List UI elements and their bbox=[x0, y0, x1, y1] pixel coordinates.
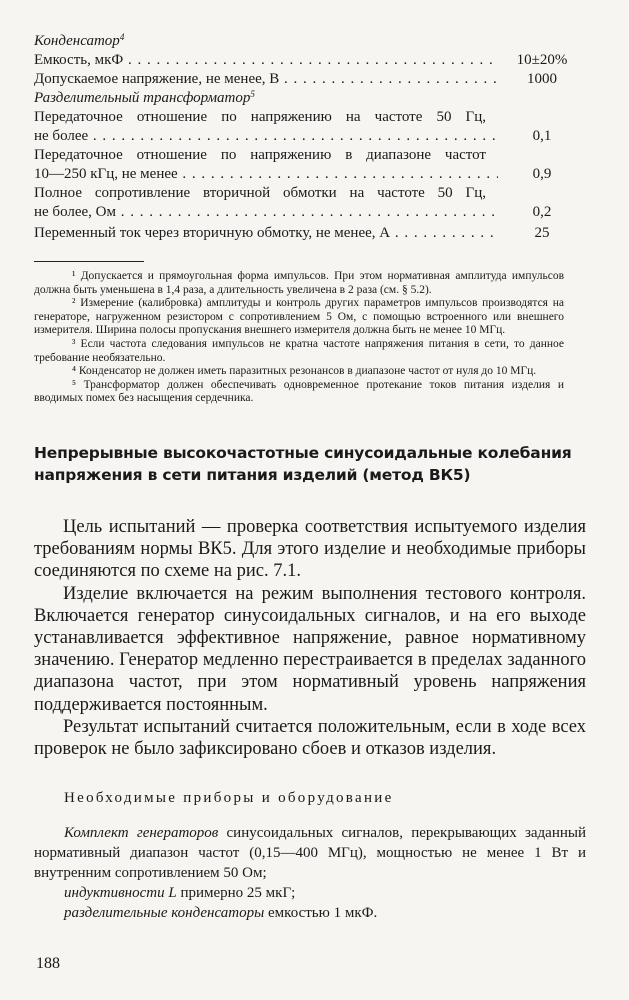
spec-label-line1: Передаточное отношение по напряжению в диапазоне частот bbox=[34, 147, 486, 163]
spec-ratio-50hz bbox=[34, 108, 586, 146]
equipment-heading: Необходимые приборы и оборудование bbox=[64, 790, 394, 807]
spec-capacitance bbox=[34, 51, 586, 70]
equipment-desc: емкостью 1 мкФ. bbox=[264, 905, 378, 922]
equipment-list bbox=[34, 823, 586, 923]
spec-label: Емкость, мкФ . . . bbox=[34, 51, 498, 70]
paragraph: Изделие включается на режим выполнения тестового контроля. Включается генератор синусоидальных сигналов, и на его выходе устанавливается эффективное напряжение, равное нормативному значению. Генератор медленно перестраивается в пределах заданного диапазона частот, при этом нормативный уровень напряжения поддерживается постоянным. bbox=[34, 583, 586, 715]
footnote-ref-4: 4 bbox=[119, 32, 125, 42]
spec-value: 1000 bbox=[527, 71, 557, 87]
footnote-3: ³ Если частота следования импульсов не кратна частоте напряжения питания в сети, то данное требование необязательно. bbox=[34, 337, 564, 364]
footnotes bbox=[34, 270, 564, 406]
transformer-heading bbox=[34, 89, 586, 108]
equipment-term: разделительные конденсаторы bbox=[64, 905, 265, 922]
equipment-generators bbox=[34, 823, 586, 883]
spec-value: 0,2 bbox=[532, 204, 552, 220]
spec-ratio-range bbox=[34, 146, 586, 184]
spec-value: 10±20% bbox=[516, 52, 568, 68]
equipment-term: Комплект генераторов bbox=[64, 825, 219, 842]
equipment-desc: синусоидальных сигналов, перекрывающих заданный нормативный диапазон частот (0,15—400 МГц), мощностью не менее 1 Вт и внутренним сопротивлением 50 Ом; bbox=[34, 825, 586, 882]
body-text bbox=[34, 516, 586, 760]
spec-current bbox=[34, 224, 586, 243]
spec-list bbox=[34, 32, 586, 243]
spec-label: Допускаемое напряжение, не менее, В . . . bbox=[34, 70, 498, 89]
paragraph: Цель испытаний — проверка соответствия испытуемого изделия требованиям нормы ВК5. Для этого изделие и необходимые приборы соединяются по схеме на рис. 7.1. bbox=[34, 516, 586, 582]
equipment-capacitors bbox=[34, 903, 586, 923]
page-content bbox=[34, 32, 586, 923]
section-heading: Непрерывные высокочастотные синусоидальные колебания напряжения в сети питания изделий (метод ВК5) bbox=[34, 443, 572, 484]
spec-label-line1: Полное сопротивление вторичной обмотки на частоте 50 Гц, bbox=[34, 185, 486, 201]
spec-label-line2: не более . . . bbox=[34, 127, 498, 146]
page-number: 188 bbox=[36, 955, 60, 972]
spec-value: 25 bbox=[534, 225, 550, 241]
footnote-5: ⁵ Трансформатор должен обеспечивать одновременное протекание токов питания изделия и вводимых помех без насыщения сердечника. bbox=[34, 378, 564, 405]
spec-impedance bbox=[34, 184, 586, 222]
footnote-ref-5: 5 bbox=[250, 89, 255, 99]
equipment-desc: примерно 25 мкГ; bbox=[176, 885, 296, 902]
equipment-inductors bbox=[34, 883, 586, 903]
spec-value: 0,1 bbox=[532, 128, 552, 144]
spec-label: Переменный ток через вторичную обмотку, не менее, А . . . bbox=[34, 224, 498, 243]
transformer-heading-text: Разделительный трансформатор bbox=[34, 90, 251, 106]
spec-label-line2: не более, Ом . . . bbox=[34, 203, 498, 222]
spec-label-line2: 10—250 кГц, не менее . . . bbox=[34, 165, 498, 184]
paragraph: Результат испытаний считается положительным, если в ходе всех проверок не было зафиксировано сбоев и отказов изделия. bbox=[34, 716, 586, 759]
equipment-term: индуктивности L bbox=[64, 885, 177, 902]
footnote-1: ¹ Допускается и прямоугольная форма импульсов. При этом нормативная амплитуда импульсов должна быть уменьшена в 1,4 раза, а длительность увеличена в 2 раза (см. § 5.2). bbox=[34, 270, 564, 296]
footnote-2: ² Измерение (калибровка) амплитуды и контроль других параметров импульсов производятся на генераторе, нагруженном резистором с сопротивлением 5 Ом, с помощью встроенного или внешнего измерителя. Ширина полосы пропускания внешнего измерителя должна быть не менее 10 МГц. bbox=[34, 297, 564, 337]
spec-voltage bbox=[34, 70, 586, 89]
spec-value: 0,9 bbox=[532, 166, 552, 182]
footnote-4: ⁴ Конденсатор не должен иметь паразитных резонансов в диапазоне частот от нуля до 10 МГц. bbox=[72, 365, 537, 378]
capacitor-heading bbox=[34, 32, 586, 51]
footnote-divider bbox=[34, 261, 144, 262]
capacitor-heading-text: Конденсатор bbox=[34, 33, 120, 49]
spec-label-line1: Передаточное отношение по напряжению на частоте 50 Гц, bbox=[34, 109, 486, 125]
